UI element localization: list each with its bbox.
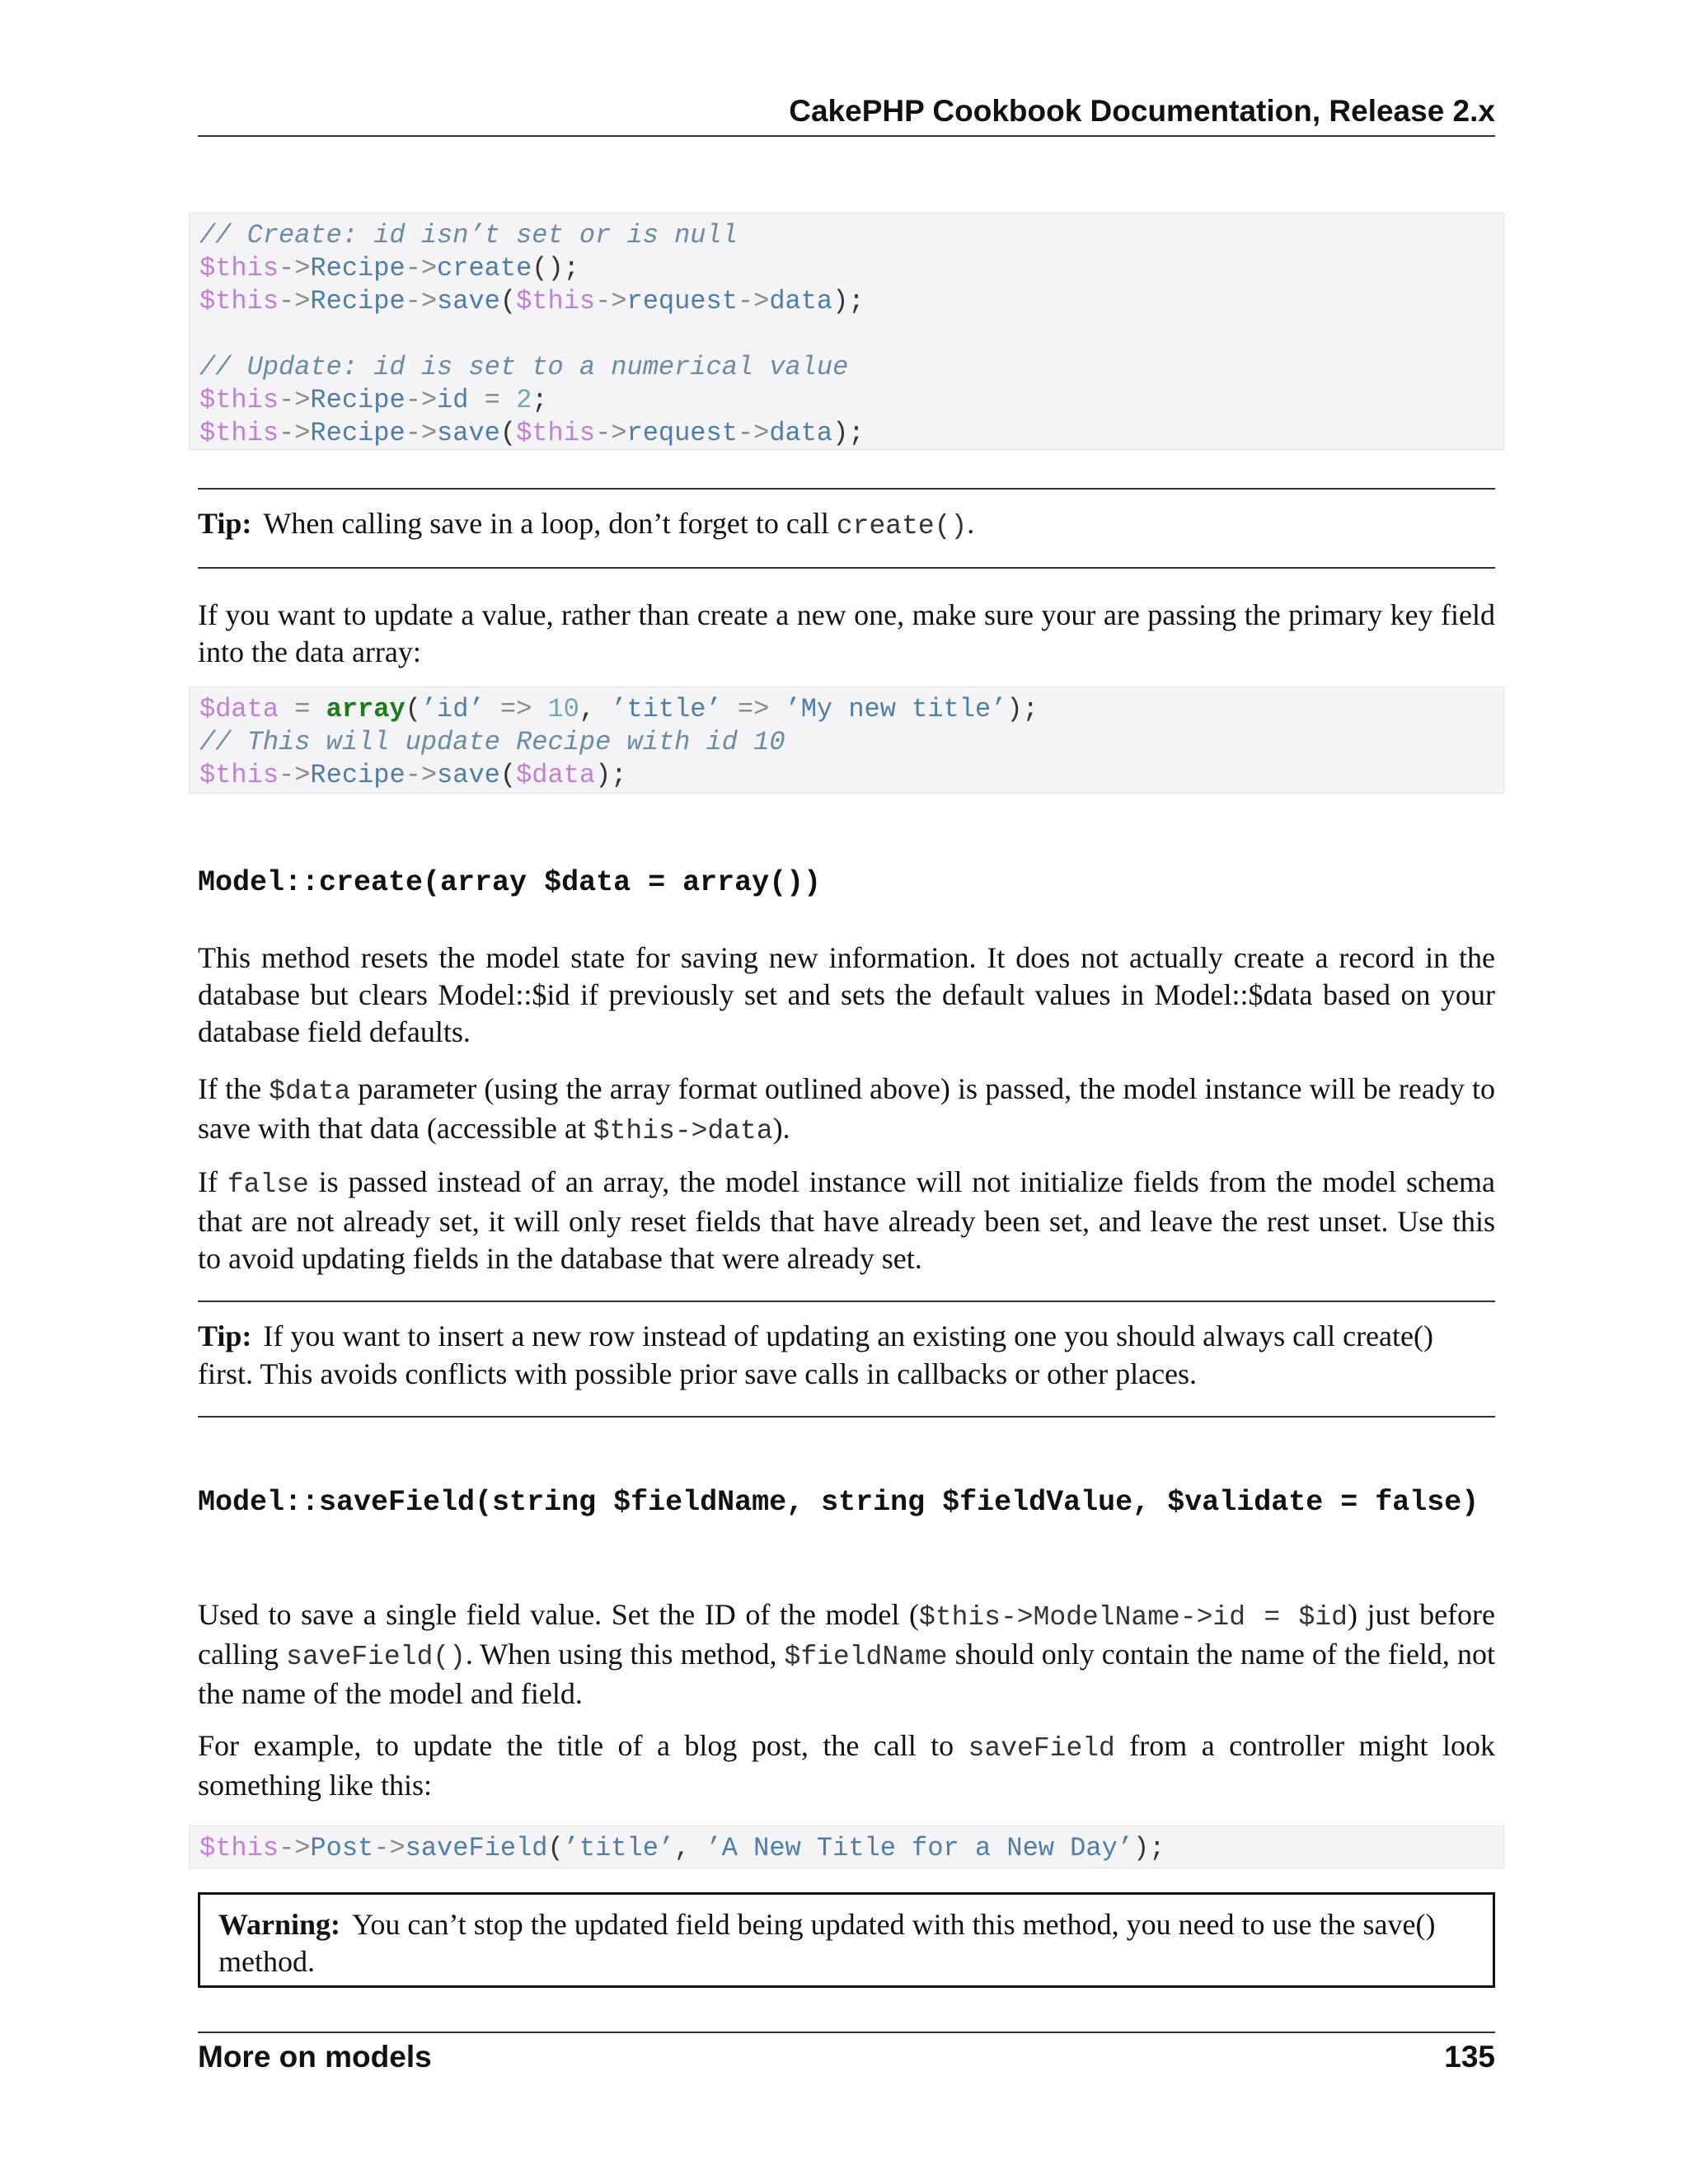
running-header [198,91,1495,137]
inline-code: $this->data [593,1116,773,1146]
code-var: $data [199,694,279,724]
code-comment: // Create: id isn’t set or is null [199,220,738,251]
header-title: CakePHP Cookbook Documentation, Release 2.x [789,94,1495,128]
running-footer [198,2032,1495,2083]
text-run: For example, to update the title of a blog post, the call to [198,1729,968,1762]
code-line [199,1832,1493,1865]
method-signature-savefield: Model::saveField(string $fieldName, string $fieldValue, $validate = false) [198,1486,1479,1519]
text-run: If [198,1165,227,1198]
paragraph-create-description: This method resets the model state for saving new information. It does not actually create a record in the database but clears Model::$id if previously set and sets the default values in Model::$data based on your database field defaults. [198,941,1495,1048]
code-var: $this [199,1833,279,1863]
inline-code: $fieldName [784,1642,948,1672]
code-punct: ( [499,286,517,316]
code-op: -> [405,760,438,790]
text-run: If the [198,1072,270,1105]
code-number: 10 [547,694,579,724]
code-number: 2 [516,385,532,415]
code-var: $this [516,418,596,448]
code-line [199,726,1493,759]
code-punct: , [674,1833,706,1863]
tip-box-create-first [198,1301,1495,1418]
code-punct: ); [832,418,865,448]
text-run: Used to save a single field value. Set the ID of the model ( [198,1598,919,1631]
code-line [199,285,1493,318]
code-var: $this [516,286,596,316]
code-comment: // This will update Recipe with id 10 [199,727,785,757]
code-op: -> [279,253,311,284]
code-ident: save [437,286,500,316]
code-line [199,219,1493,252]
code-ident: Recipe [310,418,406,448]
warning-label: Warning: [218,1908,341,1941]
tip-label: Tip: [198,507,252,540]
tip-code: create() [836,511,968,541]
code-punct: ); [832,286,865,316]
code-block-update-by-id [189,687,1504,794]
code-block-save-create-update [189,213,1504,450]
code-op: => [484,694,548,724]
paragraph-update-value: If you want to update a value, rather than create a new one, make sure your are passing the primary key field into the data array: [198,598,1495,668]
code-line-blank [199,318,1493,351]
code-var: $this [199,760,279,790]
tip-text: When calling save in a loop, don’t forget to call [263,507,837,540]
code-var: $this [199,286,279,316]
code-ident: request [626,418,738,448]
code-string: ’title’ [563,1833,675,1863]
code-ident: Recipe [310,286,406,316]
code-punct: ); [1006,694,1039,724]
code-string: ’A New Title for a New Day’ [706,1833,1133,1863]
paragraph-savefield-example [198,1727,1495,1804]
code-line [199,693,1493,726]
code-ident: Recipe [310,253,406,284]
code-ident: Recipe [310,760,406,790]
code-punct: , [579,694,612,724]
code-line [199,252,1493,285]
warning-box [198,1892,1495,1988]
text-run: is passed instead of an array, the model instance will not initialize fields from the model schema that are not already set, it will only reset fields that have already been set, and leave the rest unset. Use this to avoid updating fields in the database that were already set. [198,1165,1495,1275]
code-comment: // Update: id is set to a numerical value [199,352,849,382]
code-ident: save [437,760,500,790]
code-punct: ; [563,253,579,284]
code-op: => [721,694,785,724]
method-signature-create: Model::create(array $data = array()) [198,866,822,899]
code-ident: data [769,418,833,448]
text-run: parameter (using the array format outlined above) is passed, the model instance will be ready to save with that data (accessible at [198,1072,1495,1145]
code-punct: ( [499,418,517,448]
code-ident: save [437,418,500,448]
paragraph-create-data-param [198,1071,1495,1150]
text-run: ). [772,1112,790,1145]
warning-text: You can’t stop the updated field being updated with this method, you need to use the save() method. [218,1908,1436,1978]
code-op: -> [279,1833,311,1863]
code-punct: ( [499,760,517,790]
text-run: from a controller might look something like this: [198,1729,1495,1802]
code-string: ’My new title’ [785,694,1007,724]
code-op: -> [373,1833,406,1863]
code-op: = [279,694,326,724]
paragraph-savefield-description [198,1596,1495,1713]
inline-code: false [227,1169,309,1200]
code-ident: Recipe [310,385,406,415]
code-punct: ( [405,694,421,724]
code-var: $this [199,385,279,415]
code-op: -> [595,286,627,316]
code-line [199,417,1493,450]
code-op: -> [737,418,770,448]
code-ident: request [626,286,738,316]
code-punct: ); [595,760,627,790]
tip-label: Tip: [198,1319,252,1352]
code-block-savefield-example [189,1825,1504,1868]
page-number: 135 [1444,2040,1495,2074]
code-string: ’id’ [420,694,485,724]
code-keyword: array [326,694,406,724]
code-op: -> [279,418,311,448]
code-op: -> [595,418,627,448]
code-punct: ); [1132,1833,1165,1863]
inline-code: saveField() [286,1642,466,1672]
paragraph-create-false-param [198,1164,1495,1277]
code-ident: id [437,385,469,415]
code-var: $this [199,253,279,284]
code-op: = [468,385,517,415]
tip-end: . [967,507,975,540]
code-var: $this [199,418,279,448]
code-op: -> [279,385,311,415]
code-punct: () [532,253,564,284]
text-run: ) just before calling [198,1598,1496,1671]
tip-text: If you want to insert a new row instead of updating an existing one you should always call create() first. This avoids conflicts with possible prior save calls in callbacks or other places. [198,1319,1433,1390]
code-ident: saveField [405,1833,548,1863]
inline-code: $data [269,1076,351,1107]
text-run: should only contain the name of the field, not the name of the model and field. [198,1638,1495,1710]
code-punct: ( [547,1833,564,1863]
code-op: -> [405,385,438,415]
inline-code: $this->ModelName->id = $id [918,1602,1348,1633]
footer-section: More on models [198,2040,432,2074]
code-op: -> [737,286,770,316]
code-var: $data [516,760,596,790]
code-line [199,759,1493,792]
code-ident: data [769,286,833,316]
code-op: -> [405,286,438,316]
code-op: -> [279,286,311,316]
code-line [199,351,1493,384]
code-ident: create [437,253,532,284]
tip-box-create-in-loop [198,488,1495,569]
inline-code: saveField [968,1733,1115,1764]
code-op: -> [405,253,438,284]
code-ident: Post [310,1833,374,1863]
code-op: -> [279,760,311,790]
code-op: -> [405,418,438,448]
code-line [199,384,1493,417]
code-punct: ; [532,385,548,415]
code-string: ’title’ [611,694,722,724]
text-run: . When using this method, [465,1638,785,1671]
